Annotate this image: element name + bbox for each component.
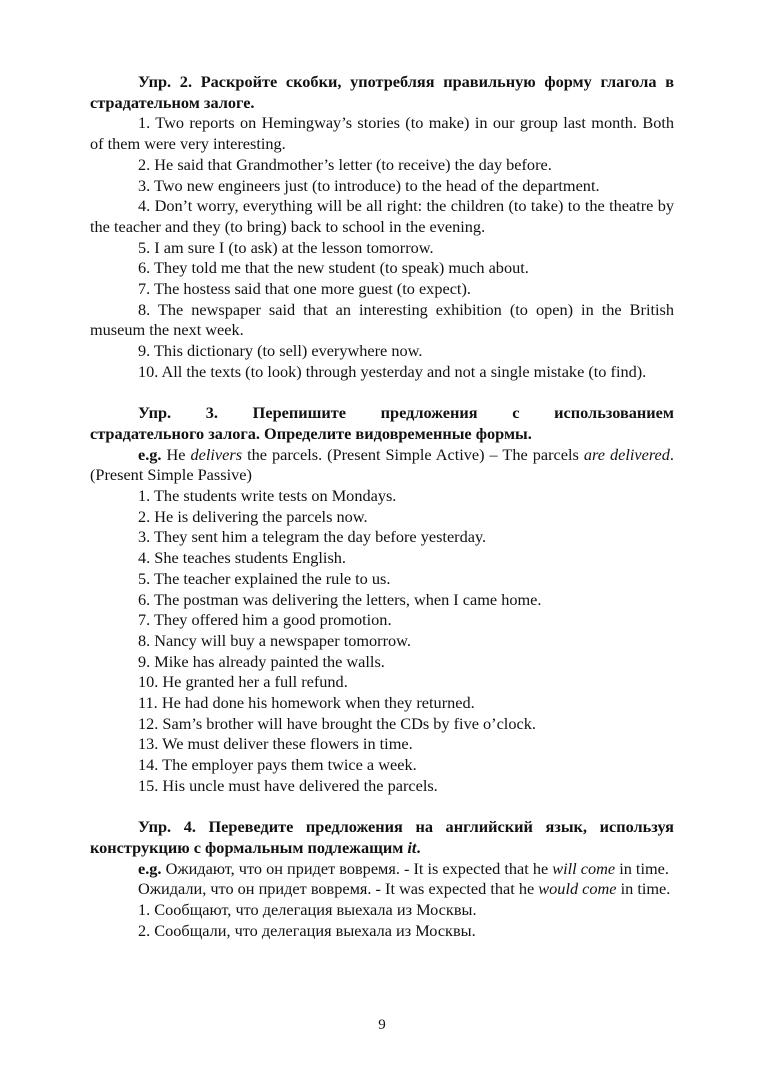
example-label: e.g. [138, 858, 162, 878]
exercise-2-item-5: 5. I am sure I (to ask) at the lesson tomorrow. [138, 237, 434, 257]
exercise-4-heading-it: it [407, 837, 417, 857]
exercise-2-item-8: 8. The newspaper said that an interesting exhibition (to open) in the British museum the next week. [90, 299, 674, 340]
exercise-3-item-1: 1. The students write tests on Mondays. [138, 486, 397, 506]
exercise-4-heading-end: . [416, 837, 421, 857]
exercise-3-item-2: 2. He is delivering the parcels now. [138, 506, 368, 526]
example-label: e.g. [138, 444, 162, 464]
example-italic-2: are delivered [583, 444, 670, 464]
exercise-4-heading [90, 817, 674, 858]
exercise-3 [90, 403, 674, 796]
exercise-3-heading-line-1: Упр. 3. Перепишите предложения с использованием [138, 403, 674, 423]
page-number: 9 [378, 1017, 386, 1033]
exercise-2-item-3: 3. Two new engineers just (to introduce) to the head of the department. [138, 175, 600, 195]
exercise-3-item-3: 3. They sent him a telegram the day before yesterday. [138, 527, 487, 547]
exercise-2-item-6: 6. They told me that the new student (to speak) much about. [138, 258, 529, 278]
exercise-2-item-4: 4. Don’t worry, everything will be all right: the children (to take) to the theatre by the teacher and they (to bring) back to school in the evening. [90, 196, 674, 236]
example-1-text: Ожидают, что он придет вовремя. - It is expected that he [161, 858, 553, 878]
example-text-3: . (Present Simple Passive) [90, 444, 674, 485]
example-2-end: in time. [616, 879, 671, 899]
exercise-2 [90, 72, 674, 383]
exercise-4-item-1: 1. Сообщают, что делегация выехала из Москвы. [138, 900, 477, 920]
exercise-2-heading: Упр. 2. Раскройте скобки, употребляя правильную форму глагола в страдательном залоге. [90, 72, 674, 112]
exercise-4 [90, 817, 674, 941]
exercise-4-example-2 [90, 879, 674, 900]
exercise-3-heading-line-2: страдательного залога. Определите видовременные формы. [90, 423, 532, 443]
exercise-2-item-2: 2. He said that Grandmother’s letter (to receive) the day before. [138, 154, 552, 174]
exercise-4-example-1 [90, 859, 674, 880]
exercise-3-example [90, 445, 674, 486]
exercise-3-item-5: 5. The teacher explained the rule to us. [138, 568, 391, 588]
exercise-3-item-10: 10. He granted her a full refund. [138, 672, 348, 692]
exercise-3-item-15: 15. His uncle must have delivered the parcels. [138, 775, 438, 795]
exercise-3-item-8: 8. Nancy will buy a newspaper tomorrow. [138, 630, 411, 650]
exercise-2-item-7: 7. The hostess said that one more guest (to expect). [138, 279, 471, 299]
exercise-4-item-2: 2. Сообщали, что делегация выехала из Москвы. [138, 920, 476, 940]
exercise-3-item-14: 14. The employer pays them twice a week. [138, 755, 417, 775]
exercise-3-item-7: 7. They offered him a good promotion. [138, 610, 392, 630]
exercise-3-item-11: 11. He had done his homework when they returned. [138, 693, 475, 713]
exercise-2-item-10: 10. All the texts (to look) through yesterday and not a single mistake (to find). [138, 361, 647, 381]
example-text-2: the parcels. (Present Simple Active) – The parcels [242, 444, 584, 464]
exercise-3-item-4: 4. She teaches students English. [138, 548, 347, 568]
exercise-2-item-1: 1. Two reports on Hemingway’s stories (to make) in our group last month. Both of them were very interesting. [90, 113, 674, 154]
exercise-3-item-6: 6. The postman was delivering the letters, when I came home. [138, 589, 542, 609]
page-body [90, 72, 674, 942]
exercise-3-item-13: 13. We must deliver these flowers in time. [138, 734, 413, 754]
exercise-4-heading-text: Упр. 4. Переведите предложения на английский язык, используя конструкцию с формальным подлежащим [90, 817, 674, 857]
example-2-text: Ожидали, что он придет вовремя. - It was expected that he [138, 879, 539, 899]
exercise-3-item-12: 12. Sam’s brother will have brought the CDs by five o’clock. [138, 713, 536, 733]
exercise-2-item-9: 9. This dictionary (to sell) everywhere now. [138, 341, 423, 361]
example-italic-1: delivers [190, 444, 243, 464]
example-1-end: in time. [615, 858, 669, 878]
spacer [90, 383, 674, 404]
exercise-3-item-9: 9. Mike has already painted the walls. [138, 651, 385, 671]
example-text-1: He [161, 444, 191, 464]
example-1-italic: will come [552, 858, 616, 878]
spacer [90, 797, 674, 818]
example-2-italic: would come [538, 879, 617, 899]
